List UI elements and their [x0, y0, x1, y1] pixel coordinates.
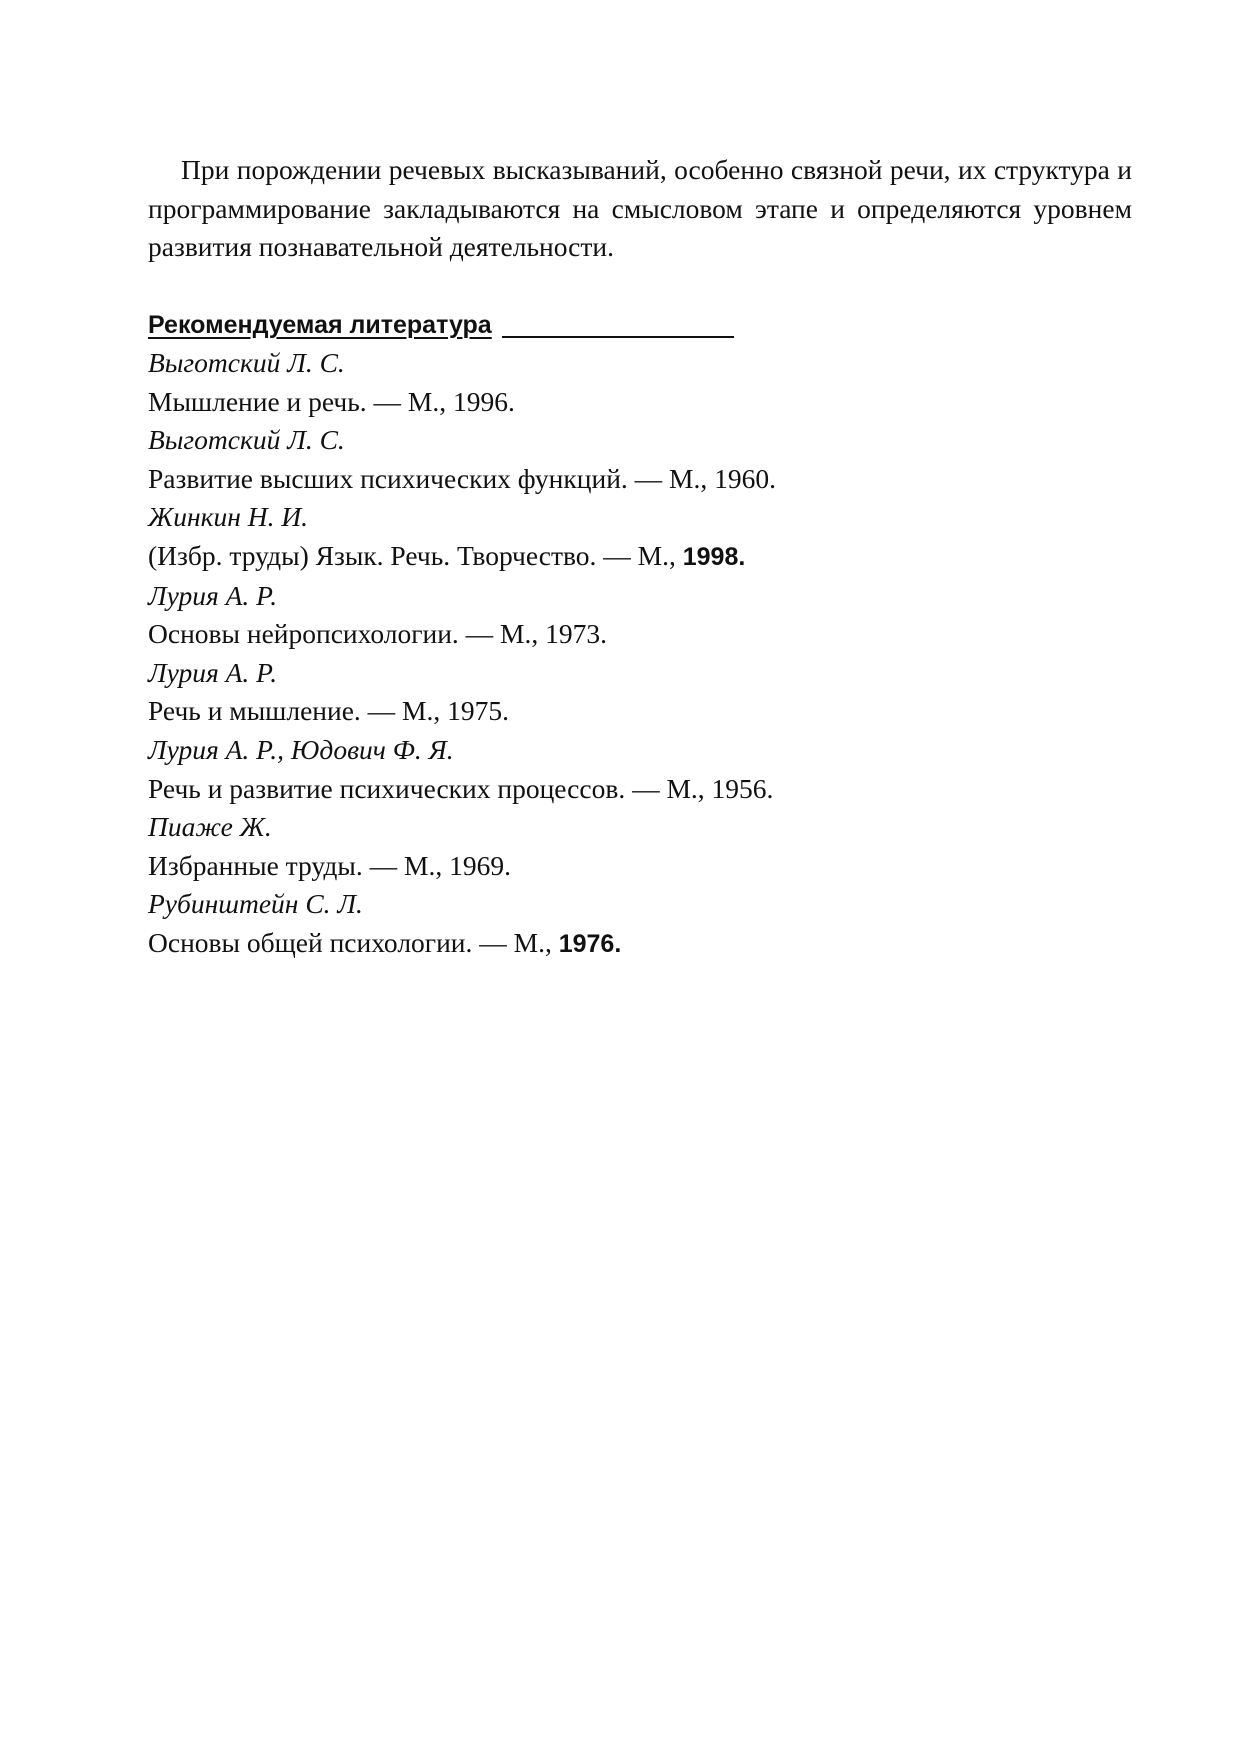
reference-work: Основы общей психологии. — М., [148, 926, 559, 958]
reference-author: Лурия А. Р. [148, 579, 278, 611]
reference-work: Избранные труды. — М., 1969. [148, 849, 511, 881]
reference-item [148, 885, 776, 963]
reference-author: Жинкин Н. И. [148, 501, 309, 533]
intro-paragraph: При порождении речевых высказываний, особенно связной речи, их структура и программирование закладываются на смысловом этапе и определяются уровнем развития познавательной деятельности. [148, 154, 1132, 262]
reference-item [148, 654, 776, 731]
reference-work: Речь и развитие психических процессов. — М., 1956. [148, 772, 774, 804]
reference-item [148, 344, 776, 421]
reference-item [148, 577, 776, 654]
reference-item [148, 731, 776, 808]
reference-author: Рубинштейн С. Л. [148, 888, 363, 920]
literature-heading [148, 306, 734, 344]
literature-heading-title: Рекомендуемая литература [148, 311, 492, 339]
reference-work: Мышление и речь. — М., 1996. [148, 385, 515, 417]
reference-year: 1998. [682, 542, 746, 571]
reference-work: Речь и мышление. — М., 1975. [148, 695, 509, 727]
reference-work: Развитие высших психических функций. — М., 1960. [148, 462, 776, 494]
reference-work: Основы нейропсихологии. — М., 1973. [148, 618, 608, 650]
reference-work-line [148, 924, 776, 964]
heading-rule-line [502, 336, 734, 338]
reference-item [148, 498, 776, 576]
reference-work-line [148, 537, 776, 577]
reference-author: Пиаже Ж. [148, 811, 272, 843]
reference-item [148, 421, 776, 498]
reference-year: 1976. [558, 929, 622, 958]
reference-author: Выготский Л. С. [148, 347, 345, 378]
reference-author: Лурия А. Р., Юдович Ф. Я. [148, 733, 454, 765]
reference-list [148, 344, 776, 964]
reference-author: Лурия А. Р. [148, 656, 278, 688]
reference-author: Выготский Л. С. [148, 424, 345, 456]
reference-work: (Избр. труды) Язык. Речь. Творчество. — М., [148, 539, 683, 571]
reference-item [148, 808, 776, 885]
